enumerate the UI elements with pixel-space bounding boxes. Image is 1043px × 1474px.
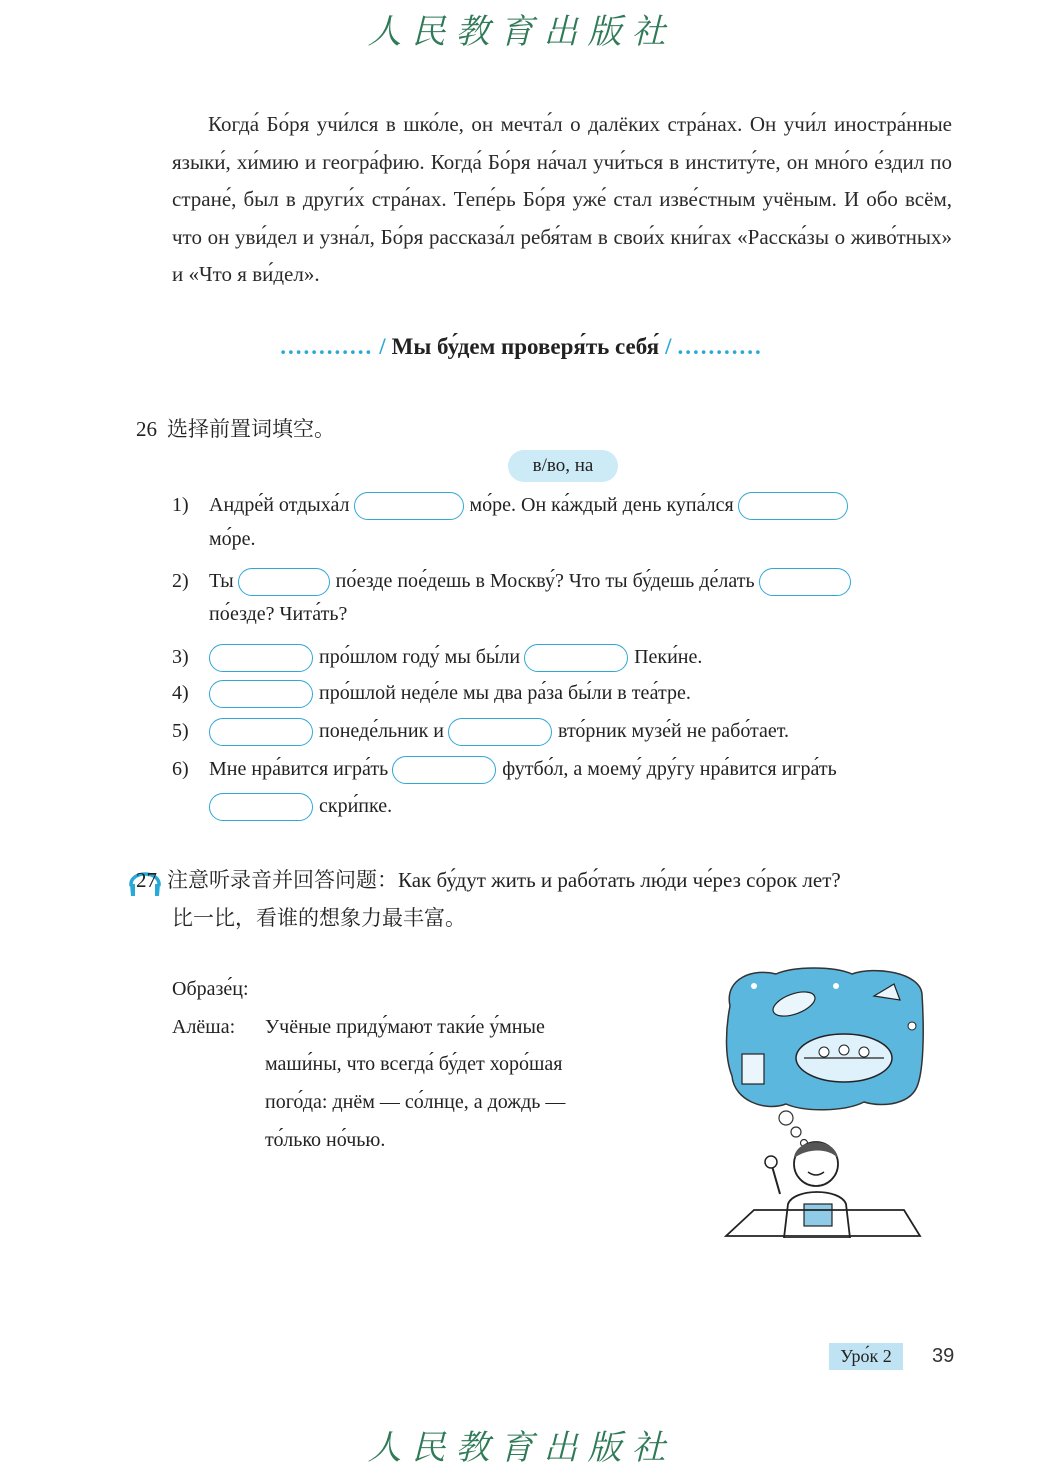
answer-blank[interactable] bbox=[209, 644, 313, 672]
dots-right: ........... bbox=[677, 334, 763, 359]
item-number: 3) bbox=[172, 646, 189, 668]
item-number: 4) bbox=[172, 682, 189, 704]
exercise-26-heading bbox=[136, 413, 335, 443]
section-title bbox=[0, 334, 1043, 360]
section-title-text: Мы бу́дем проверя́ть себя́ bbox=[391, 334, 660, 359]
item-number: 6) bbox=[172, 758, 189, 780]
item-number: 1) bbox=[172, 494, 189, 516]
paragraph-text: Когда́ Бо́ря учи́лся в шко́ле, он мечта́л о далёких стра́нах. Он учи́л иностра́нные языки́, хи́мию и геогра́фию. Когда́ Бо́ря на́чал учи́ться в институ́те, он мно́го е́здил по стране́, был в други́х стра́нах. Тепе́рь Бо́ря уже́ стал изве́стным учёным. И обо всём, что он уви́дел и узна́л, Бо́ря рассказа́л ребя́там в свои́х кни́гах «Расска́зы о живо́тных» и «Что я ви́дел». bbox=[172, 112, 952, 286]
sample-label: Образе́ц: bbox=[172, 978, 249, 1000]
sample-line: пого́да: днём — со́лнце, а дождь — bbox=[265, 1091, 566, 1113]
item-text: мо́ре. Он ка́ждый день купа́лся bbox=[469, 494, 734, 516]
answer-blank[interactable] bbox=[392, 756, 496, 784]
reading-paragraph bbox=[172, 106, 952, 294]
exercise-question: Как бу́дут жить и рабо́тать лю́ди че́рез со́рок лет? bbox=[398, 868, 841, 892]
item-text: Ты bbox=[209, 570, 234, 592]
item-number: 5) bbox=[172, 720, 189, 742]
answer-blank[interactable] bbox=[738, 492, 848, 520]
item-text: по́езде пое́дешь в Москву́? Что ты бу́дешь де́лать bbox=[335, 570, 755, 592]
answer-blank[interactable] bbox=[209, 793, 313, 821]
exercise-27-subline: 比一比，看谁的想象力最丰富。 bbox=[172, 906, 466, 930]
boy-dreaming-illustration bbox=[724, 966, 924, 1238]
answer-blank[interactable] bbox=[524, 644, 628, 672]
slash-left: / bbox=[379, 334, 386, 359]
answer-blank[interactable] bbox=[448, 718, 552, 746]
item-text: про́шлой неде́ле мы два ра́за бы́ли в теа́тре. bbox=[319, 682, 691, 704]
dots-left: ............ bbox=[280, 334, 374, 359]
item-text: про́шлом году́ мы бы́ли bbox=[319, 646, 521, 668]
slash-right: / bbox=[665, 334, 672, 359]
lesson-tag: Уро́к 2 bbox=[829, 1343, 903, 1370]
item-text: мо́ре. bbox=[209, 528, 256, 550]
exercise-number: 27 bbox=[136, 868, 157, 892]
item-text: Пеки́не. bbox=[634, 646, 703, 668]
publisher-logo-top: 人民教育出版社 bbox=[367, 12, 676, 52]
sample-line: Учёные приду́мают таки́е у́мные bbox=[265, 1016, 545, 1038]
exercise-instruction: 选择前置词填空。 bbox=[167, 417, 335, 441]
item-text: вто́рник музе́й не рабо́тает. bbox=[558, 720, 790, 742]
item-text: скри́пке. bbox=[319, 795, 393, 817]
item-text: футбо́л, а моему́ дру́гу нра́вится игра́ть bbox=[502, 758, 837, 780]
preposition-options: в/во, на bbox=[508, 450, 618, 482]
answer-blank[interactable] bbox=[238, 568, 330, 596]
item-text: Мне нра́вится игра́ть bbox=[209, 758, 389, 780]
answer-blank[interactable] bbox=[209, 680, 313, 708]
publisher-logo-bottom: 人民教育出版社 bbox=[367, 1428, 676, 1468]
exercise-number: 26 bbox=[136, 417, 157, 441]
answer-blank[interactable] bbox=[759, 568, 851, 596]
answer-blank[interactable] bbox=[354, 492, 464, 520]
item-text: Андре́й отдыха́л bbox=[209, 494, 350, 516]
sample-line: то́лько но́чью. bbox=[265, 1129, 386, 1151]
item-text: по́езде? Чита́ть? bbox=[209, 603, 348, 625]
sample-speaker: Алёша: bbox=[172, 1016, 236, 1038]
item-number: 2) bbox=[172, 570, 189, 592]
exercise-instruction: 注意听录音并回答问题： bbox=[167, 868, 398, 892]
page-number: 39 bbox=[932, 1345, 955, 1367]
answer-blank[interactable] bbox=[209, 718, 313, 746]
exercise-27-heading bbox=[136, 864, 841, 894]
item-text: понеде́льник и bbox=[319, 720, 444, 742]
sample-line: маши́ны, что всегда́ бу́дет хоро́шая bbox=[265, 1053, 563, 1075]
